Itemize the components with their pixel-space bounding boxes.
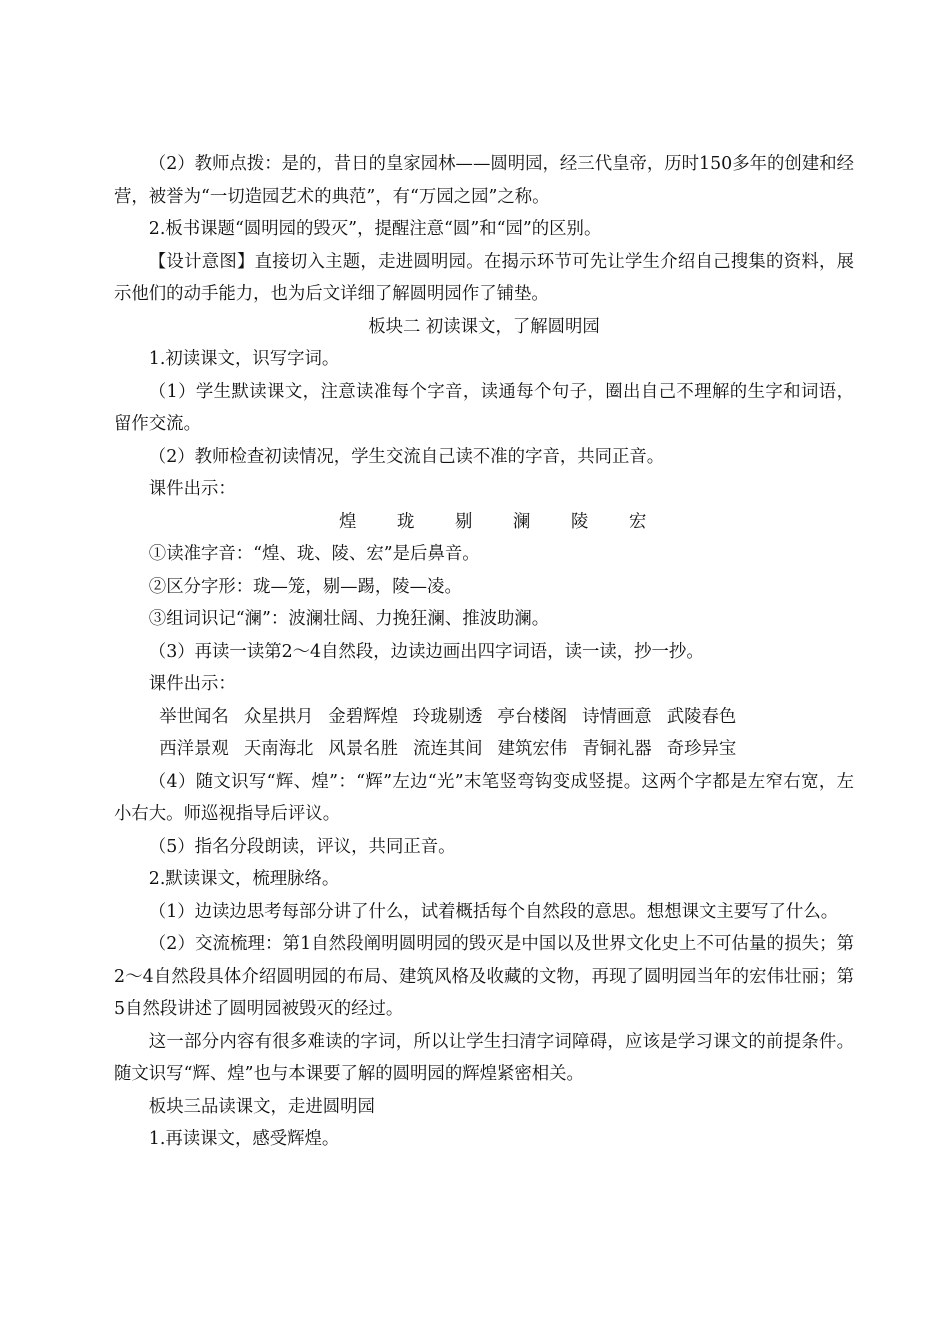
- word-item: 风景名胜: [328, 739, 398, 759]
- paragraph-reading-aloud: （5）指名分段朗读，评议，共同正音。: [148, 836, 456, 857]
- paragraph-teacher-guidance: （2）教师点拨：是的，昔日的皇家园林——圆明园，经三代皇帝，历时150多年的创建和经营，被誉为“一切造园艺术的典范”，有“万园之园”之称。: [114, 154, 854, 207]
- paragraph-board-title: 2.板书课题“圆明园的毁灭”，提醒注意“圆”和“园”的区别。: [148, 219, 602, 239]
- word-item: 青铜礼器: [582, 739, 652, 759]
- section-2-heading: 板块二 初读课文，了解圆明园: [368, 316, 600, 337]
- word-item: 众星拱月: [243, 706, 314, 727]
- step-silent-reading: 2.默读课文，梳理脉络。: [148, 869, 340, 889]
- step-reread-feel: 1.再读课文，感受辉煌。: [148, 1129, 340, 1149]
- step-first-reading: 1.初读课文，识写字词。: [148, 349, 340, 369]
- paragraph-teacher-check: （2）教师检查初读情况，学生交流自己读不准的字音，共同正音。: [148, 446, 665, 467]
- paragraph-writing-characters: （4）随文识写“辉、煌”：“辉”左边“光”末笔竖弯钩变成竖提。这两个字都是左窄右宽，左小右大。师巡视指导后评议。: [114, 771, 854, 824]
- word-item: 诗情画意: [582, 706, 652, 727]
- character-item: 陵: [570, 511, 589, 532]
- paragraph-summarize: （1）边读边思考每部分讲了什么，试着概括每个自然段的意思。想想课文主要写了什么。: [148, 901, 839, 922]
- note-pronunciation: ①读准字音：“煌、珑、陵、宏”是后鼻音。: [148, 544, 480, 564]
- paragraph-structure: （2）交流梳理：第1自然段阐明圆明园的毁灭是中国以及世界文化史上不可估量的损失；第2～4自然段具体介绍圆明园的布局、建筑风格及收藏的文物，再现了圆明园当年的宏伟壮丽；第5自然段讲述了圆明园被毁灭的经过。: [114, 934, 854, 1019]
- word-item: 流连其间: [412, 739, 483, 759]
- character-list: [114, 506, 854, 539]
- word-item: 金碧辉煌: [328, 706, 398, 727]
- paragraph-reread: （3）再读一读第2～4自然段，边读边画出四字词语，读一读，抄一抄。: [148, 641, 704, 662]
- word-item: 亭台楼阁: [497, 706, 568, 727]
- character-item: 剔: [454, 511, 473, 532]
- word-item: 建筑宏伟: [497, 739, 568, 759]
- paragraph-silent-reading: （1）学生默读课文，注意读准每个字音，读通每个句子，圈出自己不理解的生字和词语，留作交流。: [114, 381, 854, 434]
- character-item: 煌: [338, 511, 357, 532]
- paragraph-commentary: 这一部分内容有很多难读的字词，所以让学生扫清字词障碍，应该是学习课文的前提条件。随文识写“辉、煌”也与本课要了解的圆明园的辉煌紧密相关。: [114, 1031, 854, 1084]
- character-item: 宏: [628, 511, 647, 532]
- word-item: 西洋景观: [159, 739, 229, 759]
- courseware-label-1: 课件出示：: [148, 479, 236, 499]
- word-item: 天南海北: [243, 739, 314, 759]
- word-list-row-1: [114, 701, 854, 734]
- word-item: 武陵春色: [666, 706, 737, 727]
- note-word-group: ③组词识记“澜”：波澜壮阔、力挽狂澜、推波助澜。: [148, 609, 550, 629]
- note-character-shape: ②区分字形：珑—笼，剔—踢，陵—凌。: [148, 576, 462, 597]
- paragraph-design-intent: 【设计意图】直接切入主题，走进圆明园。在揭示环节可先让学生介绍自己搜集的资料，展示他们的动手能力，也为后文详细了解圆明园作了铺垫。: [114, 251, 854, 304]
- word-item: 玲珑剔透: [412, 706, 483, 727]
- document-page: [114, 148, 854, 1156]
- character-item: 珑: [396, 511, 415, 532]
- section-3-heading: 板块三品读课文，走进圆明园: [148, 1096, 375, 1117]
- word-item: 奇珍异宝: [666, 739, 737, 759]
- word-item: 举世闻名: [159, 706, 229, 727]
- character-item: 澜: [512, 511, 531, 532]
- courseware-label-2: 课件出示：: [148, 674, 236, 694]
- word-list-row-2: [114, 733, 854, 766]
